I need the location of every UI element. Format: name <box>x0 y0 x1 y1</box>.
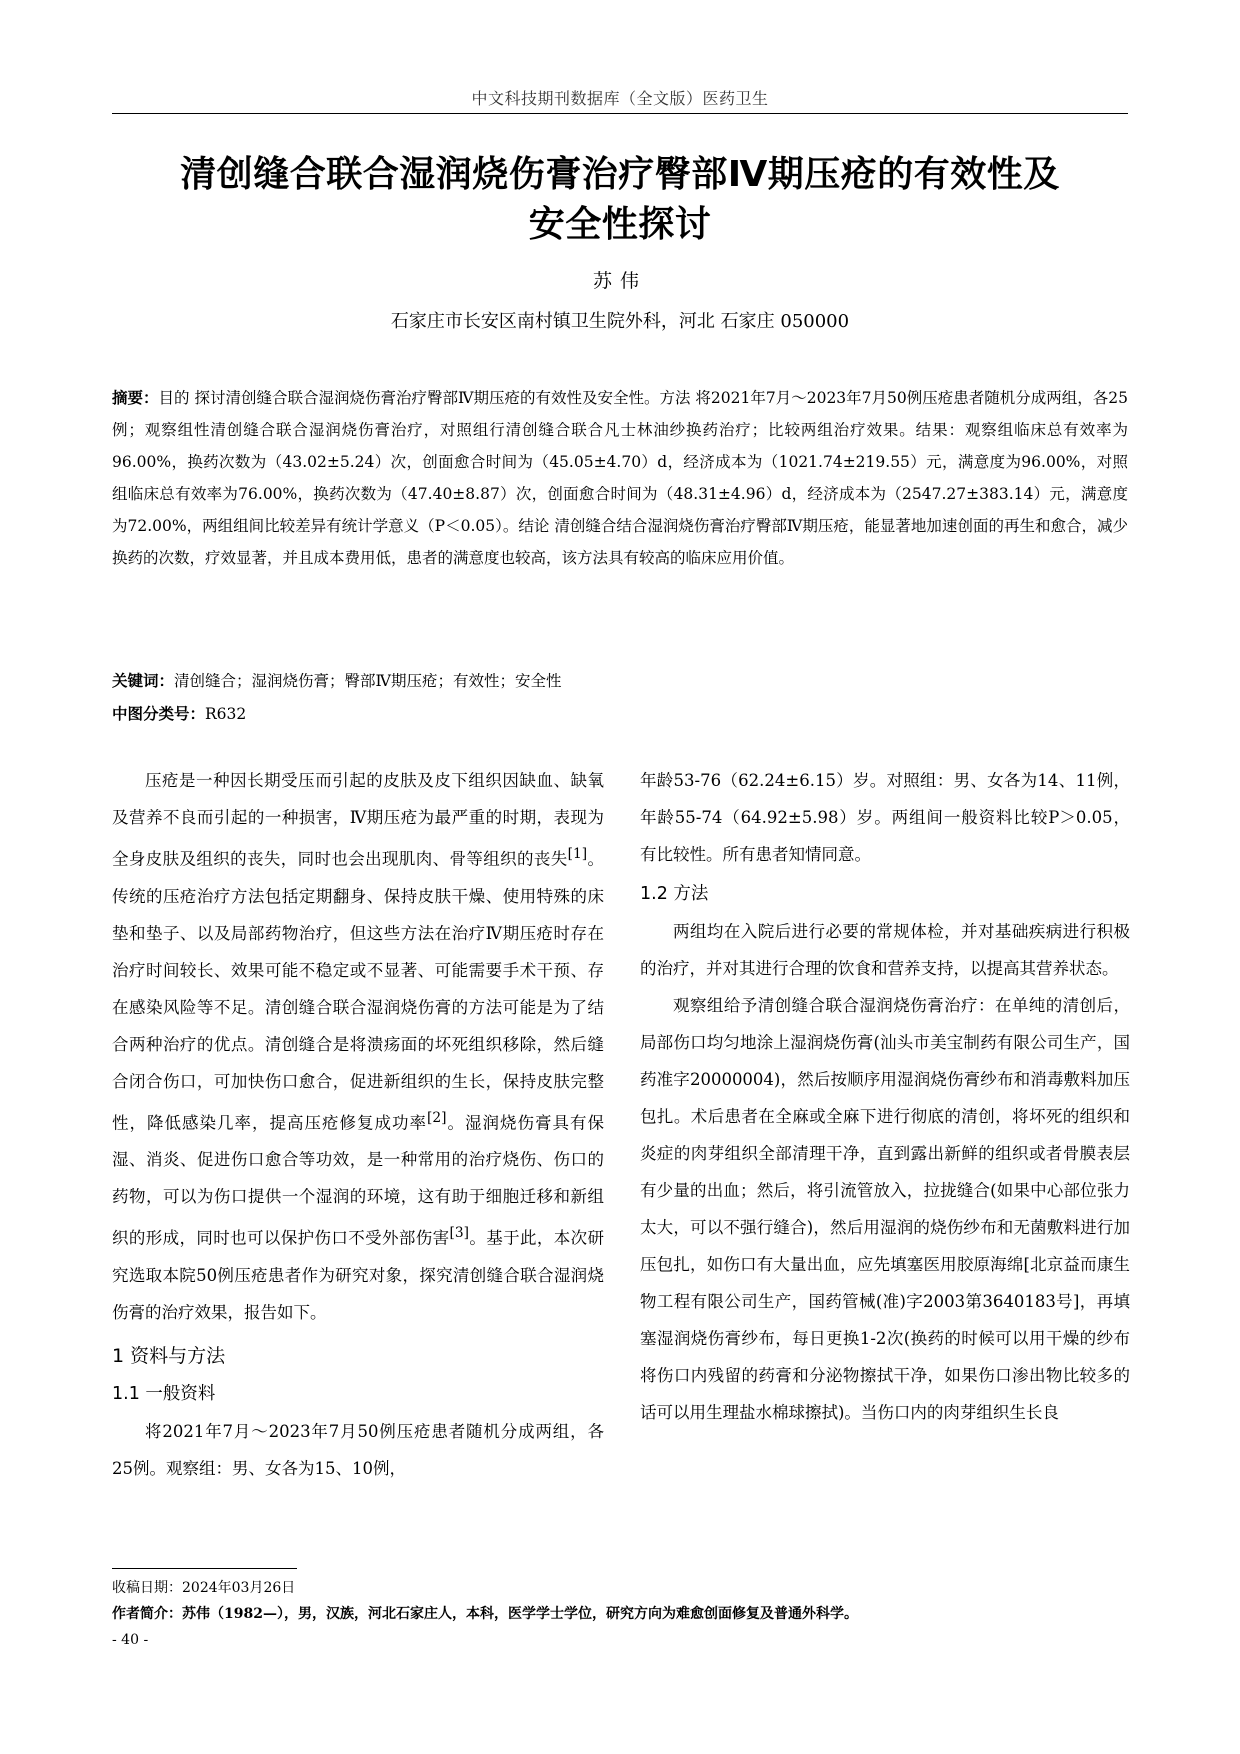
author-name: 苏伟 <box>592 270 647 292</box>
header-rule <box>112 113 1128 114</box>
keywords-label: 关键词： <box>112 672 175 690</box>
journal-header: 中文科技期刊数据库（全文版）医药卫生 <box>471 89 769 108</box>
intro-text-3: 。湿润烧伤膏具有保湿、消炎、促进伤口愈合等功效，是一种常用的治疗烧伤、伤口的药物，可以为伤口提供一个湿润的环境，这有助于细胞迁移和新组织的形成，同时也可以保护伤口不受外部伤害 <box>112 1113 605 1248</box>
body-column-left <box>112 762 604 1487</box>
keywords-text: 清创缝合；湿润烧伤膏；臀部Ⅳ期压疮；有效性；安全性 <box>174 672 562 690</box>
received-date: 收稿日期：2024年03月26日 <box>112 1580 296 1596</box>
abstract-label: 摘要： <box>112 389 159 407</box>
classification-code: R632 <box>205 705 247 723</box>
intro-text-2: 。传统的压疮治疗方法包括定期翻身、保持皮肤干燥、使用特殊的床垫和垫子、以及局部药物治疗，但这些方法在治疗Ⅳ期压疮时存在治疗时间较长、效果可能不稳定或不显著、可能需要手术干预、存在感染风险等不足。清创缝合联合湿润烧伤膏的方法可能是为了结合两种治疗的优点。清创缝合是将溃疡面的坏死组织移除，然后缝合闭合伤口，可加快伤口愈合，促进新组织的生长，保持皮肤完整性，降低感染几率，提高压疮修复成功率 <box>112 849 605 1132</box>
classification <box>112 702 1128 724</box>
author-bio: 作者简介：苏伟（1982—），男，汉族，河北石家庄人，本科，医学学士学位，研究方向为难愈创面修复及普通外科学。 <box>112 1606 858 1622</box>
intro-paragraph <box>112 762 604 1331</box>
page-number: - 40 - <box>112 1632 149 1648</box>
title-line-2: 安全性探讨 <box>528 204 712 245</box>
intro-text-1: 压疮是一种因长期受压而引起的皮肤及皮下组织因缺血、缺氧及营养不良而引起的一种损害，Ⅳ期压疮为最严重的时期，表现为全身皮肤及组织的丧失，同时也会出现肌肉、骨等组织的丧失 <box>112 771 604 869</box>
reference-3: [3] <box>449 1225 469 1241</box>
methods-paragraph-2: 观察组给予清创缝合联合湿润烧伤膏治疗：在单纯的清创后，局部伤口均匀地涂上湿润烧伤膏(汕头市美宝制药有限公司生产，国药准字20000004)，然后按顺序用湿润烧伤膏纱布和消毒敷料加压包扎。术后患者在全麻或全麻下进行彻底的清创，将坏死的组织和炎症的肉芽组织全部清理干净，直到露出新鲜的组织或者骨膜表层有少量的出血；然后，将引流管放入，拉拢缝合(如果中心部位张力太大，可以不强行缝合)，然后用湿润的烧伤纱布和无菌敷料进行加压包扎，如伤口有大量出血，应先填塞医用胶原海绵[北京益而康生物工程有限公司生产，国药管械(准)字2003第3640183号]，再填塞湿润烧伤膏纱布，每日更换1-2次(换药的时候可以用干燥的纱布将伤口内残留的药膏和分泌物擦拭干净，如果伤口渗出物比较多的话可以用生理盐水棉球擦拭)。当伤口内的肉芽组织生长良 <box>640 996 1130 1422</box>
classification-label: 中图分类号： <box>112 705 206 723</box>
title-line-1: 清创缝合联合湿润烧伤膏治疗臀部Ⅳ期压疮的有效性及 <box>180 154 1060 195</box>
general-data-paragraph: 将2021年7月～2023年7月50例压疮患者随机分成两组，各25例。观察组：男、女各为15、10例， <box>112 1421 604 1478</box>
intro-text-4: 。基于此，本次研究选取本院50例压疮患者作为研究对象，探究清创缝合联合湿润烧伤膏的治疗效果，报告如下。 <box>112 1228 605 1322</box>
keywords <box>112 669 1128 691</box>
author-affiliation: 石家庄市长安区南村镇卫生院外科，河北 石家庄 050000 <box>390 311 850 332</box>
footnote-rule <box>112 1568 297 1569</box>
reference-2: [2] <box>427 1109 447 1126</box>
abstract <box>112 382 1128 574</box>
methods-paragraph-1: 两组均在入院后进行必要的常规体检，并对基础疾病进行积极的治疗，并对其进行合理的饮食和营养支持，以提高其营养状态。 <box>640 922 1130 978</box>
article-title <box>60 150 1180 250</box>
section-heading-1-2: 1.2 方法 <box>640 884 709 904</box>
reference-1: [1] <box>567 846 588 862</box>
abstract-text: 目的 探讨清创缝合联合湿润烧伤膏治疗臀部Ⅳ期压疮的有效性及安全性。方法 将2021年7月～2023年7月50例压疮患者随机分成两组，各25例；观察组性清创缝合联合湿润烧伤膏治疗，对照组行清创缝合联合凡士林油纱换药治疗；比较两组治疗效果。结果：观察组临床总有效率为96.00%，换药次数为（43.02±5.24）次，创面愈合时间为（45.05±4.70）d，经济成本为（1021.74±219.55）元，满意度为96.00%，对照组临床总有效率为76.00%，换药次数为（47.40±8.87）次，创面愈合时间为（48.31±4.96）d，经济成本为（2547.27±383.14）元，满意度为72.00%，两组组间比较差异有统计学意义（P＜0.05）。结论 清创缝合结合湿润烧伤膏治疗臀部Ⅳ期压疮，能显著地加速创面的再生和愈合，减少换药的次数，疗效显著，并且成本费用低，患者的满意度也较高，该方法具有较高的临床应用价值。 <box>112 389 1128 567</box>
body-column-right <box>640 762 1130 1431</box>
section-heading-1-1: 1.1 一般资料 <box>112 1383 216 1404</box>
section-heading-1: 1 资料与方法 <box>112 1344 226 1367</box>
general-data-continued: 年龄53-76（62.24±6.15）岁。对照组：男、女各为14、11例，年龄55-74（64.92±5.98）岁。两组间一般资料比较P＞0.05，有比较性。所有患者知情同意。 <box>640 771 1130 864</box>
